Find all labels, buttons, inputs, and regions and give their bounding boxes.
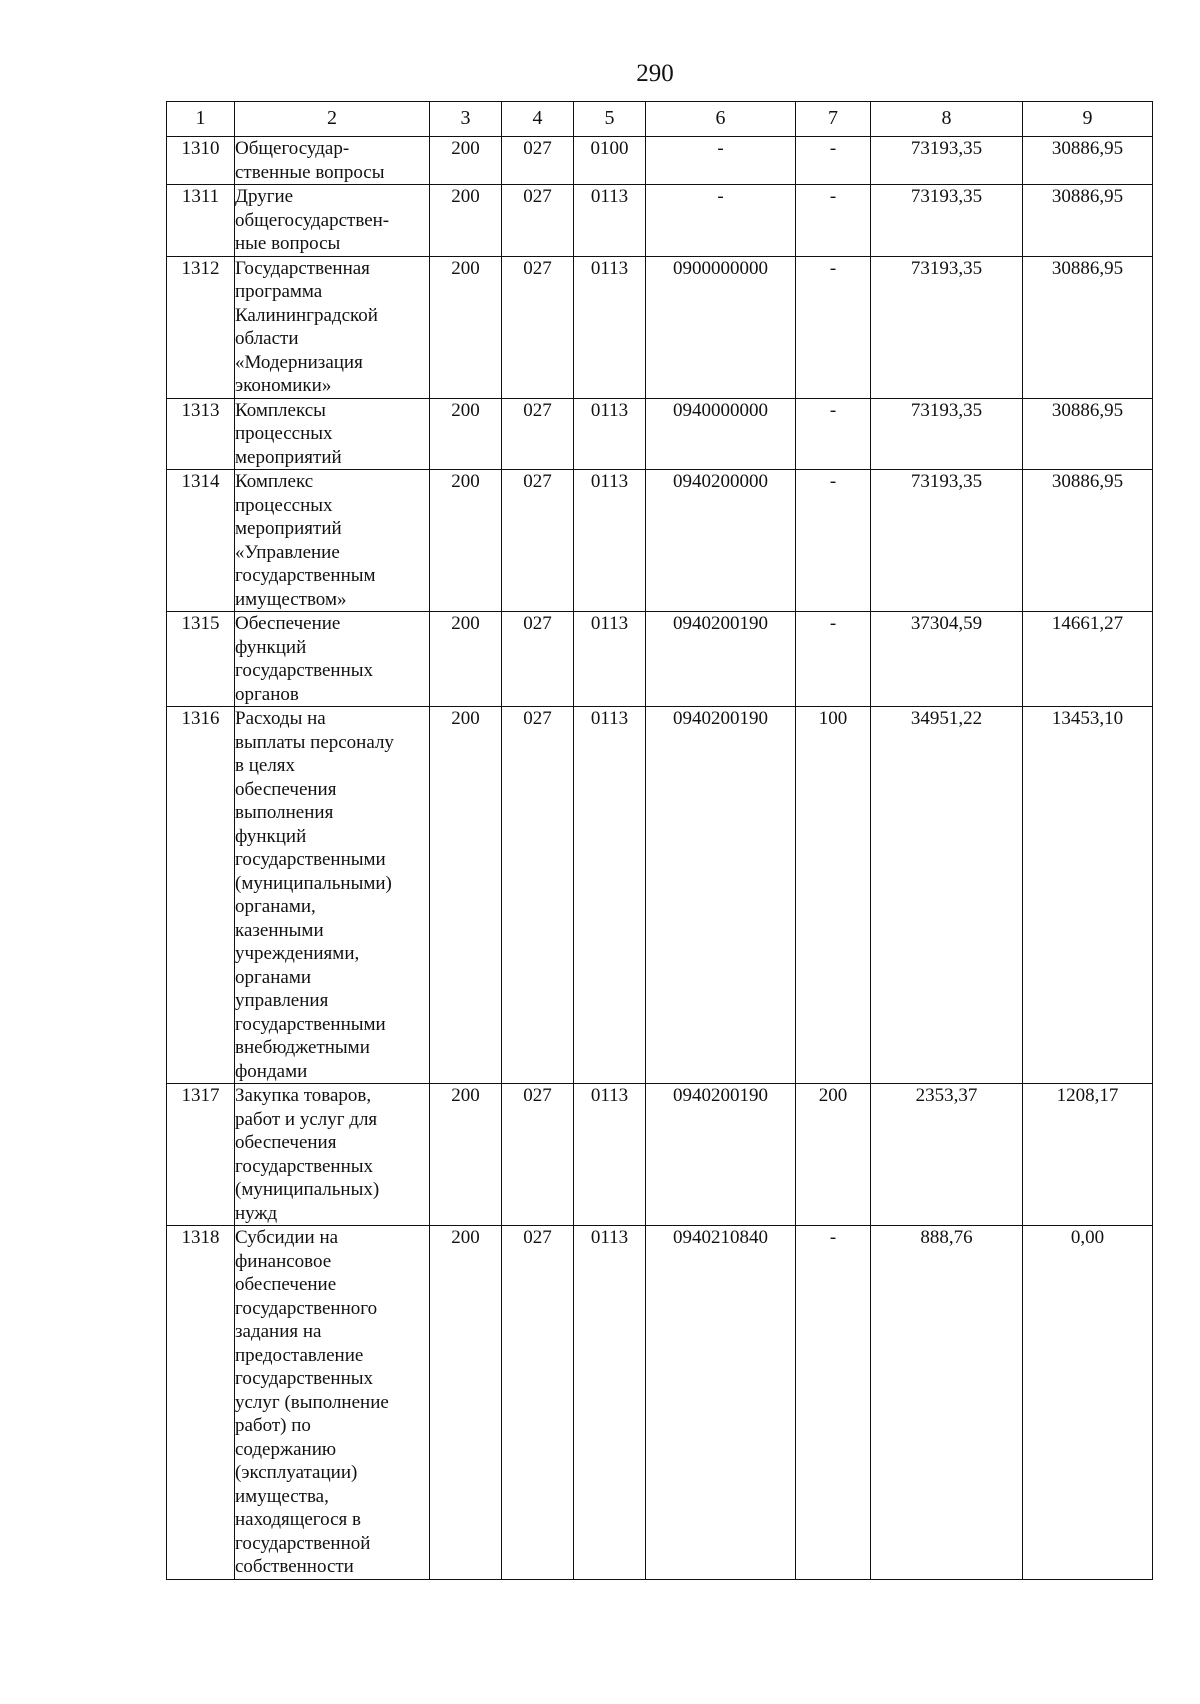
col6-code: 0940200190 [646,707,796,1084]
col5-code: 0100 [574,137,646,185]
col3-code: 200 [430,137,502,185]
header-cell: 9 [1023,102,1153,137]
row-name-line: экономики» [235,375,332,396]
col8-amount: 73193,35 [871,470,1023,612]
col7-code: - [796,256,871,398]
row-number: 1311 [167,185,235,257]
row-name-line: нужд [235,1202,278,1224]
header-cell: 5 [574,102,646,137]
row-number: 1314 [167,470,235,612]
col4-code: 027 [502,470,574,612]
row-name-line: выплаты персоналу [235,731,394,753]
row-number: 1315 [167,612,235,707]
col8-amount: 73193,35 [871,137,1023,185]
row-name-line: государственными [235,1013,386,1035]
col3-code: 200 [430,612,502,707]
row-name [235,398,430,470]
row-name-line: Общегосудар- [235,138,350,159]
row-name-line: органов [235,683,299,705]
header-cell: 6 [646,102,796,137]
row-name-line: государственным [235,565,376,586]
col7-code: - [796,185,871,257]
row-name-line: органами, [235,896,316,917]
row-name [235,185,430,257]
row-name-line: «Модернизация [235,351,363,373]
col5-code: 0113 [574,1084,646,1226]
header-cell: 2 [235,102,430,137]
row-name-line: в целях [235,755,296,776]
page-number: 290 [636,60,674,87]
row-name-line: работ и услуг для [235,1108,378,1130]
row-name-line: собственности [235,1556,354,1577]
row-name-line: Государственная [235,257,370,279]
header-cell: 4 [502,102,574,137]
col5-code: 0113 [574,707,646,1084]
row-name-line: государственных [235,1368,374,1389]
col3-code: 200 [430,256,502,398]
col3-code: 200 [430,185,502,257]
row-name-line: ственные вопросы [235,161,385,183]
col3-code: 200 [430,1084,502,1226]
row-name-line: находящегося в [235,1509,361,1530]
table-row [167,1084,1153,1226]
col4-code: 027 [502,707,574,1084]
col4-code: 027 [502,185,574,257]
col7-code: - [796,137,871,185]
col8-amount: 2353,37 [871,1084,1023,1226]
row-name [235,1084,430,1226]
table-row [167,612,1153,707]
col4-code: 027 [502,1084,574,1226]
row-name-line: органами [235,966,312,988]
row-number: 1317 [167,1084,235,1226]
row-name-line: области [235,328,299,349]
row-name-line: Расходы на [235,708,326,729]
row-name-line: услуг (выполнение [235,1391,389,1413]
row-name-line: государственного [235,1297,378,1319]
row-name-line: Комплекс [235,471,314,492]
row-name-line: работ) по [235,1415,311,1436]
row-name-line: программа [235,281,323,302]
header-cell: 8 [871,102,1023,137]
col9-amount: 30886,95 [1023,256,1153,398]
row-name-line: функций [235,636,307,658]
row-name-line: Субсидии на [235,1227,339,1248]
table-row [167,1226,1153,1580]
table-row [167,470,1153,612]
col6-code: 0900000000 [646,256,796,398]
col9-amount: 1208,17 [1023,1084,1153,1226]
col3-code: 200 [430,707,502,1084]
col8-amount: 888,76 [871,1226,1023,1580]
row-name-line: мероприятий [235,518,342,539]
col9-amount: 30886,95 [1023,137,1153,185]
col8-amount: 73193,35 [871,398,1023,470]
table-row [167,185,1153,257]
row-name-line: ные вопросы [235,233,341,254]
col7-code: - [796,470,871,612]
row-name-line: фондами [235,1060,308,1082]
col9-amount: 30886,95 [1023,470,1153,612]
col9-amount: 14661,27 [1023,612,1153,707]
table-row [167,398,1153,470]
row-name-line: обеспечения [235,1132,337,1153]
row-name [235,707,430,1084]
col8-amount: 34951,22 [871,707,1023,1084]
row-name-line: мероприятий [235,446,342,468]
row-name [235,612,430,707]
budget-table [166,101,1153,1580]
table-body [167,137,1153,1580]
row-number: 1313 [167,398,235,470]
header-row [167,102,1153,137]
col6-code: - [646,137,796,185]
row-name-line: предоставление [235,1344,364,1366]
row-name-line: Обеспечение [235,613,341,634]
row-name-line: государственных [235,1155,374,1177]
row-name [235,1226,430,1580]
col6-code: 0940200190 [646,1084,796,1226]
col6-code: - [646,185,796,257]
row-name-line: Калининградской [235,304,378,326]
row-name-line: государственной [235,1532,371,1554]
col7-code: - [796,1226,871,1580]
row-name-line: выполнения [235,802,334,823]
header-cell: 1 [167,102,235,137]
table-row [167,707,1153,1084]
col4-code: 027 [502,137,574,185]
row-name-line: обеспечение [235,1274,337,1295]
row-name [235,137,430,185]
col7-code: 200 [796,1084,871,1226]
row-name-line: имуществом» [235,588,347,610]
col6-code: 0940200190 [646,612,796,707]
col4-code: 027 [502,256,574,398]
col6-code: 0940000000 [646,398,796,470]
header-cell: 7 [796,102,871,137]
col4-code: 027 [502,1226,574,1580]
col5-code: 0113 [574,1226,646,1580]
table-row [167,256,1153,398]
row-name-line: (муниципальными) [235,872,392,894]
row-number: 1312 [167,256,235,398]
header-cell: 3 [430,102,502,137]
col8-amount: 37304,59 [871,612,1023,707]
row-name-line: казенными [235,919,324,941]
row-name-line: «Управление [235,541,340,563]
row-name-line: процессных [235,494,333,516]
col6-code: 0940210840 [646,1226,796,1580]
row-name [235,256,430,398]
col3-code: 200 [430,470,502,612]
row-number: 1310 [167,137,235,185]
col5-code: 0113 [574,256,646,398]
row-number: 1318 [167,1226,235,1580]
row-name-line: (эксплуатации) [235,1462,358,1483]
row-name-line: управления [235,990,329,1011]
row-name-line: общегосударствен- [235,209,390,231]
row-name-line: внебюджетными [235,1037,370,1058]
row-name-line: (муниципальных) [235,1179,380,1200]
row-name-line: государственными [235,849,386,870]
row-name-line: Другие [235,186,294,207]
col6-code: 0940200000 [646,470,796,612]
col9-amount: 30886,95 [1023,398,1153,470]
row-name-line: обеспечения [235,778,337,800]
col5-code: 0113 [574,612,646,707]
table-row [167,137,1153,185]
col7-code: 100 [796,707,871,1084]
col4-code: 027 [502,612,574,707]
row-name-line: содержанию [235,1438,337,1460]
col4-code: 027 [502,398,574,470]
col3-code: 200 [430,1226,502,1580]
row-name-line: Закупка товаров, [235,1085,372,1106]
row-name-line: процессных [235,423,333,444]
row-name-line: финансовое [235,1250,332,1272]
col9-amount: 13453,10 [1023,707,1153,1084]
col5-code: 0113 [574,398,646,470]
col5-code: 0113 [574,185,646,257]
row-name-line: Комплексы [235,399,326,421]
col3-code: 200 [430,398,502,470]
col8-amount: 73193,35 [871,256,1023,398]
col8-amount: 73193,35 [871,185,1023,257]
col9-amount: 30886,95 [1023,185,1153,257]
row-name-line: имущества, [235,1485,329,1507]
col9-amount: 0,00 [1023,1226,1153,1580]
row-number: 1316 [167,707,235,1084]
col7-code: - [796,398,871,470]
row-name-line: учреждениями, [235,943,360,964]
row-name-line: функций [235,825,307,847]
col7-code: - [796,612,871,707]
col5-code: 0113 [574,470,646,612]
row-name-line: государственных [235,660,374,681]
row-name-line: задания на [235,1321,322,1342]
row-name [235,470,430,612]
